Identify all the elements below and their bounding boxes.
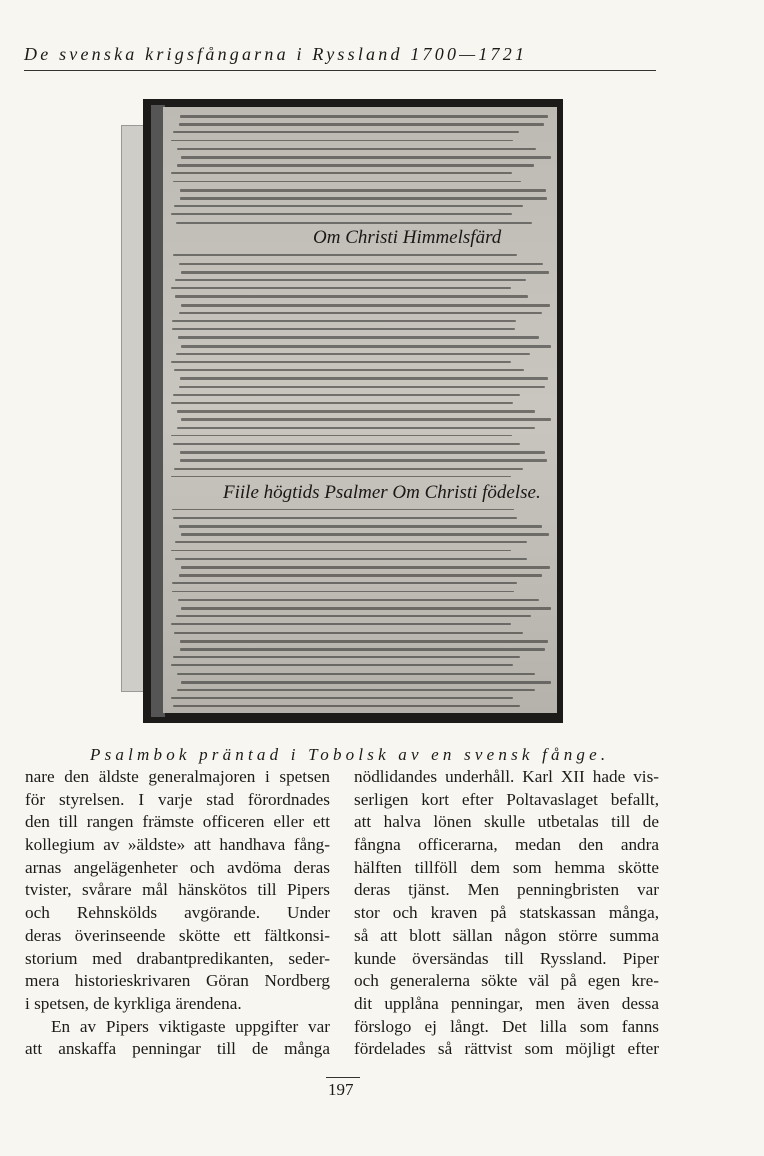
handwriting-line	[171, 697, 512, 699]
handwriting-line	[174, 468, 523, 470]
figure-caption: Psalmbok präntad i Tobolsk av en svensk fånge.	[90, 745, 610, 764]
text-line: och generalerna sökte väl på egen kre-	[354, 971, 659, 991]
handwriting-line	[179, 525, 542, 528]
handwriting-line	[171, 435, 512, 437]
handwriting-line	[178, 599, 539, 602]
text-line: En av Pipers viktigaste uppgifter var	[51, 1016, 330, 1036]
handwriting-line	[173, 705, 520, 707]
handwriting-line	[171, 140, 512, 142]
psalm-book-photo	[143, 99, 563, 723]
text-line: tvister, svårare mål hänskötos till Pipers	[25, 880, 330, 900]
handwriting-line	[172, 328, 515, 330]
text-line: kunde översändas till Ryssland. Piper	[354, 948, 659, 968]
handwriting-line	[178, 336, 539, 339]
handwriting-line	[179, 312, 542, 315]
text-line: dit upplåna penningar, men även dessa	[354, 993, 659, 1013]
handwriting-line	[180, 640, 547, 643]
handwriting-line	[173, 394, 519, 396]
handwriting-line	[181, 304, 550, 307]
handwriting-line	[180, 189, 546, 192]
handwriting-line	[174, 205, 523, 207]
handwriting-line	[171, 361, 511, 363]
text-line: fördelades så rättvist som möjligt efter	[354, 1039, 659, 1059]
running-head: De svenska krigsfångarna i Ryssland 1700—1721	[24, 44, 528, 64]
text-line: kollegium av »äldste» att handhava fång-	[25, 835, 330, 855]
handwriting-line	[174, 369, 524, 371]
handwriting-line	[172, 591, 515, 593]
text-line: stor och kraven på statskassan många,	[354, 903, 659, 923]
handwriting-line	[177, 689, 535, 691]
header-rule	[24, 70, 656, 71]
text-line: nödlidandes underhåll. Karl XII hade vis-	[354, 767, 659, 786]
handwriting-line	[180, 377, 548, 380]
text-line: nare den äldste generalmajoren i spetsen	[25, 767, 330, 786]
handwriting-line	[171, 623, 511, 625]
right-column	[354, 766, 659, 1061]
handwriting-line	[179, 386, 544, 389]
handwriting-line	[173, 517, 518, 519]
text-line: för styrelsen. I varje stad förordnades	[25, 789, 330, 809]
handwriting-line	[177, 148, 536, 150]
handwriting-line	[181, 681, 551, 684]
handwriting-line	[176, 353, 531, 355]
left-column	[25, 766, 330, 1061]
handwriting-line	[174, 632, 523, 634]
text-line: så att blott sällan någon större summa	[354, 925, 659, 945]
text-line: mera historieskrivaren Göran Nordberg	[25, 971, 330, 991]
text-line: att halva lönen skulle utbetalas till de	[354, 812, 659, 832]
handwriting-line	[171, 213, 511, 215]
handwriting-line	[177, 410, 535, 412]
handwriting-line	[180, 451, 546, 454]
text-line: serligen kort efter Poltavaslaget befallt,	[354, 789, 659, 809]
handwriting-line	[181, 418, 551, 421]
handwriting-line	[171, 550, 511, 552]
text-line: storium med drabantpredikanten, seder-	[25, 948, 330, 968]
footer-rule	[326, 1077, 360, 1078]
handwriting-line	[180, 115, 548, 118]
handwriting-line	[177, 673, 535, 675]
handwriting-line	[175, 279, 527, 281]
handwriting-line	[175, 541, 527, 543]
text-line: den till rangen främste officeren eller ett	[25, 812, 330, 832]
handwriting-line	[177, 427, 535, 429]
handwriting-line	[180, 197, 547, 200]
handwriting-line	[173, 131, 519, 133]
handwriting-line	[181, 566, 550, 569]
handwriting-line	[181, 607, 551, 610]
text-line: deras överinseende skötte ett fältkonsi-	[25, 925, 330, 945]
text-line: i spetsen, de kyrkliga ärendena.	[25, 993, 242, 1013]
handwriting-line	[171, 287, 511, 289]
page-number: 197	[328, 1080, 354, 1099]
handwriting-line	[179, 574, 542, 577]
handwriting-line	[175, 295, 528, 297]
manuscript-page	[163, 107, 557, 713]
text-line: arnas angelägenheter och avdöma deras	[25, 857, 330, 877]
handwriting-line	[173, 181, 520, 183]
handwriting-line	[181, 271, 550, 274]
text-line: förslogo ej långt. Det lilla som fanns	[354, 1016, 659, 1036]
handwriting-line	[180, 459, 547, 462]
handwriting-line	[171, 172, 512, 174]
handwriting-line	[177, 164, 534, 166]
handwriting-line	[181, 156, 551, 159]
handwriting-line	[172, 509, 514, 511]
handwriting-line	[171, 402, 512, 404]
handwriting-line	[172, 320, 516, 322]
text-line: och Rehnskölds avgörande. Under	[25, 903, 330, 923]
handwriting-line	[176, 615, 531, 617]
handwriting-line	[181, 533, 550, 536]
manuscript-heading: Om Christi Himmelsfärd	[313, 227, 502, 248]
handwriting-line	[179, 123, 544, 126]
handwriting-line	[173, 656, 520, 658]
handwriting-line	[175, 558, 527, 560]
handwriting-line	[181, 345, 551, 348]
handwriting-line	[173, 443, 520, 445]
handwriting-line	[172, 582, 516, 584]
text-line: fångna officerarna, medan den andra	[354, 835, 659, 855]
handwriting-line	[179, 263, 543, 266]
handwriting-line	[180, 648, 546, 651]
handwriting-line	[173, 254, 518, 256]
handwriting-line	[171, 664, 512, 666]
manuscript-heading: Fiile högtids Psalmer Om Christi födelse.	[223, 482, 541, 503]
handwriting-line	[171, 476, 511, 478]
text-line: att anskaffa penningar till de många	[25, 1039, 330, 1059]
text-line: hälften tillföll dem som hemma skötte	[354, 857, 659, 877]
handwriting-line	[176, 222, 532, 224]
text-line: deras tjänst. Men penningbristen var	[354, 880, 659, 900]
